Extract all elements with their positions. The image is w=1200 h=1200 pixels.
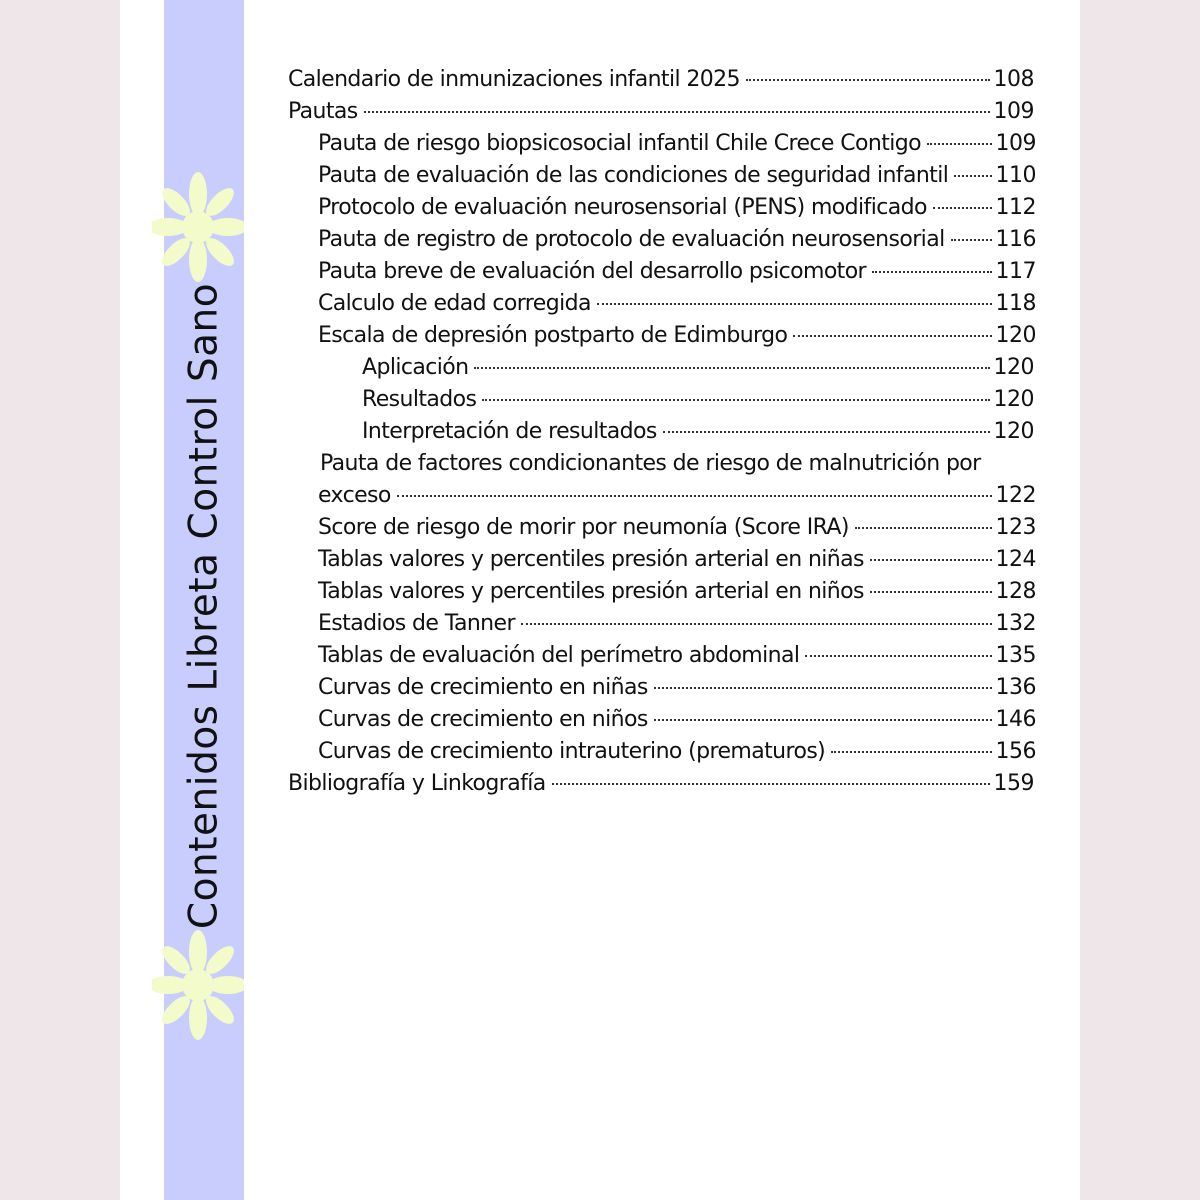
toc-entry[interactable] (318, 192, 1036, 224)
toc-entry-label: Pauta de registro de protocolo de evaluación neurosensorial (318, 227, 945, 252)
toc-leader-dots (951, 239, 992, 241)
toc-entry-label: Curvas de crecimiento en niñas (318, 675, 648, 700)
toc-entry-label: Pauta de riesgo biopsicosocial infantil Chile Crece Contigo (318, 131, 921, 156)
toc-entry-page-number: 132 (995, 611, 1036, 636)
toc-entry[interactable] (318, 224, 1036, 256)
toc-leader-dots (872, 271, 991, 273)
toc-entry-page-number: 135 (995, 643, 1036, 668)
toc-entry-label: Escala de depresión postparto de Edimburgo (318, 323, 788, 348)
toc-entry-page-number: 120 (993, 419, 1034, 444)
toc-leader-dots (855, 527, 992, 529)
toc-entry[interactable] (318, 480, 1036, 512)
toc-entry[interactable] (318, 256, 1036, 288)
toc-entry-page-number: 109 (993, 99, 1034, 124)
toc-leader-dots (870, 591, 992, 593)
toc-entry[interactable] (362, 416, 1034, 448)
toc-entry-wrapped-line[interactable]: Pauta de factores condicionantes de riesgo de malnutrición por (320, 451, 981, 476)
toc-leader-dots (933, 207, 992, 209)
toc-leader-dots (474, 367, 989, 369)
toc-entry-label: Aplicación (362, 355, 469, 380)
toc-leader-dots (870, 559, 992, 561)
toc-entry-page-number: 120 (995, 323, 1036, 348)
toc-entry-page-number: 117 (995, 259, 1036, 284)
toc-entry[interactable] (318, 672, 1036, 704)
toc-entry[interactable] (318, 128, 1036, 160)
toc-entry-label: Pauta de evaluación de las condiciones de seguridad infantil (318, 163, 949, 188)
toc-entry-label: Protocolo de evaluación neurosensorial (PENS) modificado (318, 195, 927, 220)
toc-entry[interactable] (318, 736, 1036, 768)
toc-entry-label: Tablas valores y percentiles presión arterial en niños (318, 579, 864, 604)
toc-leader-dots (805, 655, 991, 657)
toc-entry[interactable] (318, 704, 1036, 736)
toc-entry[interactable] (318, 640, 1036, 672)
toc-entry-label: Resultados (362, 387, 477, 412)
toc-leader-dots (654, 719, 992, 721)
toc-entry-page-number: 108 (993, 67, 1034, 92)
toc-entry-label: Curvas de crecimiento intrauterino (prematuros) (318, 739, 826, 764)
toc-entry[interactable] (318, 288, 1036, 320)
toc-entry-label: Estadios de Tanner (318, 611, 515, 636)
toc-entry[interactable] (362, 384, 1034, 416)
toc-entry-page-number: 120 (993, 355, 1034, 380)
toc-entry-page-number: 122 (995, 483, 1036, 508)
toc-entry[interactable] (318, 608, 1036, 640)
toc-entry[interactable] (318, 512, 1036, 544)
toc-entry[interactable] (318, 544, 1036, 576)
toc-entry-page-number: 124 (995, 547, 1036, 572)
toc-entry-page-number: 159 (993, 771, 1034, 796)
toc-entry-label: Interpretación de resultados (362, 419, 657, 444)
toc-leader-dots (663, 431, 990, 433)
toc-entry-label: exceso (318, 483, 391, 508)
toc-entry[interactable] (288, 64, 1034, 96)
toc-entry-label: Bibliografía y Linkografía (288, 771, 546, 796)
toc-leader-dots (654, 687, 992, 689)
toc-entry-label: Pauta breve de evaluación del desarrollo psicomotor (318, 259, 867, 284)
toc-entry-page-number: 116 (995, 227, 1036, 252)
toc-entry-page-number: 110 (995, 163, 1036, 188)
toc-leader-dots (597, 303, 992, 305)
toc-entry[interactable] (288, 768, 1034, 800)
toc-entry-label: Curvas de crecimiento en niños (318, 707, 648, 732)
toc-entry-page-number: 109 (995, 131, 1036, 156)
toc-entry-page-number: 120 (993, 387, 1034, 412)
toc-leader-dots (552, 783, 990, 785)
sidebar-title: Contenidos Libreta Control Sano (181, 282, 227, 930)
toc-entry-label: Tablas valores y percentiles presión arterial en niñas (318, 547, 864, 572)
toc-entry-page-number: 156 (995, 739, 1036, 764)
toc-entry[interactable] (318, 160, 1036, 192)
toc-entry-label: Tablas de evaluación del perímetro abdominal (318, 643, 800, 668)
toc-leader-dots (521, 623, 992, 625)
flower-bottom-icon (152, 930, 244, 1040)
toc-entry-page-number: 128 (995, 579, 1036, 604)
toc-entry-label: Pautas (288, 99, 358, 124)
toc-leader-dots (482, 399, 989, 401)
toc-leader-dots (364, 111, 990, 113)
toc-entry[interactable] (318, 576, 1036, 608)
toc-entry-page-number: 112 (995, 195, 1036, 220)
toc-entry-page-number: 136 (995, 675, 1036, 700)
toc-entry-label: Score de riesgo de morir por neumonía (Score IRA) (318, 515, 849, 540)
flower-top-icon (152, 172, 244, 282)
toc-leader-dots (954, 175, 991, 177)
toc-entry[interactable] (288, 96, 1034, 128)
toc-leader-dots (793, 335, 991, 337)
toc-leader-dots (927, 143, 992, 145)
toc-entry-label: Calendario de inmunizaciones infantil 2025 (288, 67, 740, 92)
toc-entry-label: Calculo de edad corregida (318, 291, 591, 316)
toc-entry-page-number: 118 (995, 291, 1036, 316)
toc-entry[interactable] (362, 352, 1034, 384)
toc-leader-dots (397, 495, 992, 497)
toc-entry-page-number: 146 (995, 707, 1036, 732)
toc-leader-dots (831, 751, 991, 753)
toc-entry-page-number: 123 (995, 515, 1036, 540)
toc-entry[interactable] (318, 320, 1036, 352)
toc-leader-dots (746, 79, 990, 81)
